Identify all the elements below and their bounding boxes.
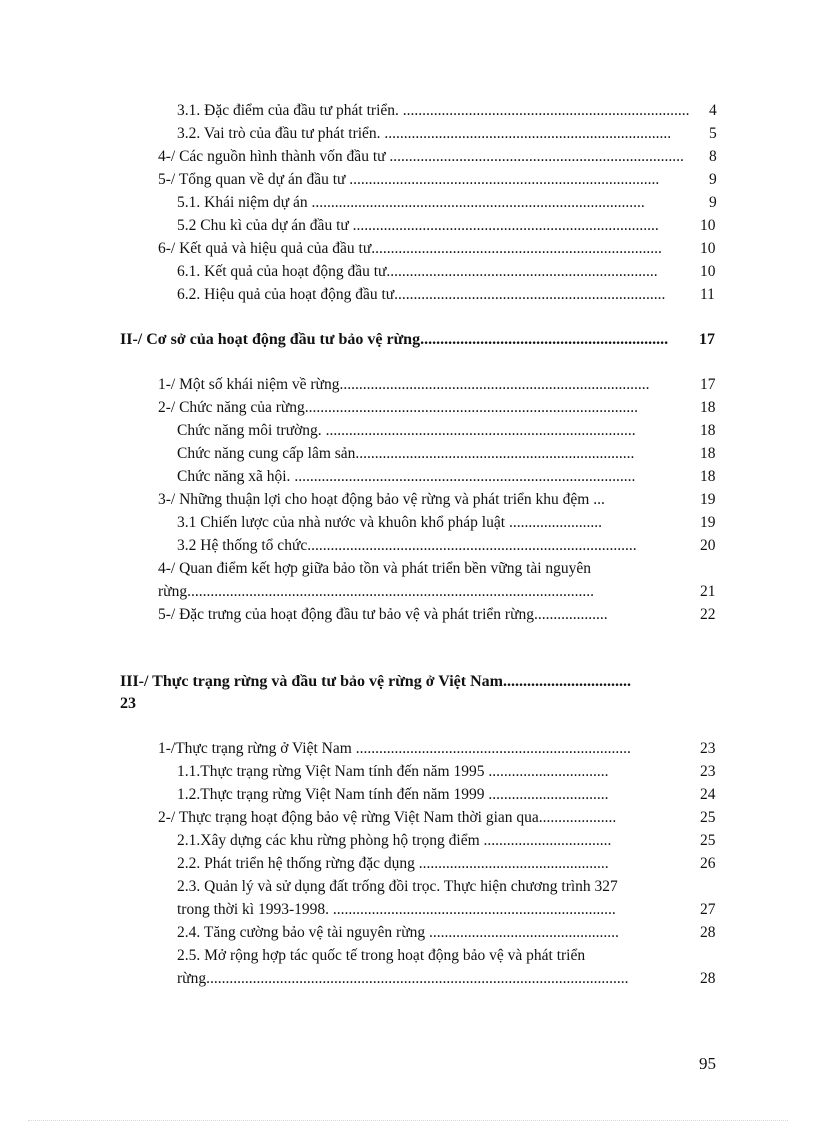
toc-entry-text: 2-/ Chức năng của rừng (158, 399, 305, 416)
toc-entry-page: 18 (700, 445, 716, 462)
toc-leader-dots: ........................................................................................ (294, 468, 636, 485)
toc-leader-dots: ...................................................................................... (311, 194, 645, 211)
toc-entry-page: 10 (700, 217, 716, 234)
toc-entry-page: 26 (700, 855, 716, 872)
toc-entry-3-1 (177, 101, 717, 121)
toc-entry-page: 23 (700, 740, 716, 757)
toc-leader-dots: ...................................................................... (394, 286, 666, 303)
toc-entry-text: 2.3. Quản lý và sử dụng đất trống đồi trọc. Thực hiện chương trình 327 (177, 878, 618, 895)
toc-entry-II-2a (177, 421, 700, 441)
toc-entry-III-2 (158, 808, 700, 828)
toc-leader-dots: ................................................................................ (325, 422, 636, 439)
toc-entry-page: 4 (709, 102, 717, 119)
toc-leader-dots: ................................. (483, 832, 612, 849)
toc-entry-text: 1-/ Một số khái niệm về rừng (158, 376, 340, 393)
toc-entry-page: 18 (700, 468, 716, 485)
toc-entry-II-3 (158, 490, 700, 510)
toc-entry-page: 20 (700, 537, 716, 554)
toc-entry-page: 19 (700, 491, 716, 508)
toc-leader-dots: ................... (534, 606, 608, 623)
toc-entry-II-5 (158, 605, 700, 625)
toc-entry-III-2-3-line2 (177, 900, 700, 920)
toc-leader-dots: .............................................................. (420, 331, 669, 348)
toc-entry-3-2 (177, 124, 709, 144)
toc-entry-page: 23 (700, 763, 716, 780)
toc-entry-text: 6.1. Kết quả của hoạt động đầu tư (177, 263, 387, 280)
toc-leader-dots: ........................................................................... (371, 240, 662, 257)
toc-entry-II-4-line2 (158, 582, 700, 602)
toc-entry-II-3-1 (177, 513, 700, 533)
toc-entry-text: 1.1.Thực trạng rừng Việt Nam tính đến năm 1995 (177, 763, 489, 780)
toc-entry-text: 3.2. Vai trò của đầu tư phát triển. (177, 125, 385, 142)
toc-entry-text: II-/ Cơ sở của hoạt động đầu tư bảo vệ rừng (120, 331, 421, 348)
toc-leader-dots: ............................................................................... (352, 217, 659, 234)
toc-entry-page: 8 (709, 148, 717, 165)
toc-entry-text: 4-/ Quan điểm kết hợp giữa bảo tồn và phát triển bền vững tài nguyên (158, 560, 592, 577)
toc-entry-page: 28 (700, 924, 716, 941)
toc-entry-II-4-line1 (158, 559, 718, 579)
toc-leader-dots: ................................ (502, 673, 631, 690)
toc-entry-page: 10 (700, 263, 716, 280)
toc-entry-text: 3.1. Đặc điểm của đầu tư phát triển. (177, 102, 403, 119)
toc-entry-page: 24 (700, 786, 716, 803)
toc-entry-III-1-1 (177, 762, 700, 782)
toc-entry-III-1-2 (177, 785, 700, 805)
toc-entry-page: 9 (709, 194, 717, 211)
page-bottom-divider (28, 1120, 788, 1121)
toc-entry-text: 2.4. Tăng cường bảo vệ tài nguyên rừng (177, 924, 429, 941)
toc-entry-page: 21 (700, 583, 716, 600)
toc-section-III-line1 (120, 672, 705, 692)
toc-entry-III-2-5-line2 (177, 969, 700, 989)
toc-leader-dots: ... (593, 491, 605, 508)
toc-entry-page: 18 (700, 422, 716, 439)
toc-entry-text: 2.1.Xây dựng các khu rừng phòng hộ trọng điểm (177, 832, 484, 849)
toc-entry-text: rừng (158, 583, 188, 600)
toc-entry-text: 4-/ Các nguồn hình thành vốn đầu tư (158, 148, 390, 165)
toc-entry-II-3-2 (177, 536, 700, 556)
toc-entry-4 (158, 147, 709, 167)
toc-entry-text: 1-/Thực trạng rừng ở Việt Nam (158, 740, 356, 757)
toc-section-II (120, 330, 699, 350)
toc-entry-page: 17 (699, 331, 715, 348)
toc-entry-page: 5 (709, 125, 717, 142)
toc-leader-dots: .......................................................................... (384, 125, 672, 142)
toc-leader-dots: ............................... (488, 786, 609, 803)
toc-entry-page: 19 (700, 514, 716, 531)
toc-entry-text: III-/ Thực trạng rừng và đầu tư bảo vệ rừng ở Việt Nam (120, 673, 503, 690)
toc-leader-dots: ............................................................................ (389, 148, 684, 165)
toc-leader-dots: ....................................................................... (355, 740, 631, 757)
toc-leader-dots: ..................................................................................... (307, 537, 637, 554)
toc-entry-text: 5.2 Chu kì của dự án đầu tư (177, 217, 353, 234)
toc-entry-page: 22 (700, 606, 716, 623)
toc-entry-II-2 (158, 398, 700, 418)
toc-leader-dots: ........................................................................ (355, 445, 635, 462)
toc-leader-dots: ...................................................................... (386, 263, 658, 280)
toc-entry-II-2c (177, 467, 700, 487)
toc-entry-text: 3.2 Hệ thống tổ chức (177, 537, 308, 554)
toc-entry-text: 1.2.Thực trạng rừng Việt Nam tính đến năm 1999 (177, 786, 489, 803)
toc-leader-dots: ................................................. (429, 924, 619, 941)
toc-entry-page: 18 (700, 399, 716, 416)
toc-leader-dots: ................................................. (418, 855, 609, 872)
toc-entry-page: 27 (700, 901, 716, 918)
toc-leader-dots: .......................................................................... (402, 102, 690, 119)
toc-entry-page: 17 (700, 376, 716, 393)
toc-entry-5-1 (177, 193, 709, 213)
toc-entry-page: 11 (700, 286, 715, 303)
toc-entry-III-1 (158, 739, 700, 759)
toc-entry-page: 25 (700, 832, 716, 849)
toc-entry-text: 2-/ Thực trạng hoạt động bảo vệ rừng Việt Nam thời gian qua (158, 809, 539, 826)
page-number: 95 (699, 1054, 716, 1073)
toc-section-III-line2: 23 (120, 695, 136, 712)
toc-entry-II-2b (177, 444, 700, 464)
toc-entry-page: 28 (700, 970, 716, 987)
toc-entry-text: 5-/ Tổng quan về dự án đầu tư (158, 171, 350, 188)
toc-entry-text: trong thời kì 1993-1998. (177, 901, 333, 918)
toc-entry-III-2-2 (177, 854, 700, 874)
toc-leader-dots: .................... (538, 809, 617, 826)
toc-entry-6-1 (177, 262, 700, 282)
toc-entry-text: Chức năng cung cấp lâm sản (177, 445, 356, 462)
toc-entry-text: Chức năng xã hội. (177, 468, 295, 485)
toc-leader-dots: ........................ (508, 514, 602, 531)
toc-entry-page: 9 (709, 171, 717, 188)
toc-entry-text: 5.1. Khái niệm dự án (177, 194, 312, 211)
toc-entry-III-2-5-line1 (177, 946, 707, 966)
toc-entry-text: 2.2. Phát triển hệ thống rừng đặc dụng (177, 855, 419, 872)
toc-leader-dots: ................................................................................ (339, 376, 650, 393)
toc-entry-III-2-4 (177, 923, 700, 943)
toc-leader-dots: ...................................................................................... (304, 399, 639, 416)
toc-leader-dots: ............................... (488, 763, 609, 780)
toc-entry-page: 25 (700, 809, 716, 826)
toc-entry-text: 5-/ Đặc trưng của hoạt động đầu tư bảo vệ và phát triển rừng (158, 606, 534, 623)
toc-leader-dots: ......................................................................... (332, 901, 616, 918)
toc-entry-6 (158, 239, 700, 259)
toc-entry-text: 6.2. Hiệu quả của hoạt động đầu tư (177, 286, 395, 303)
toc-entry-III-2-1 (177, 831, 700, 851)
toc-entry-5 (158, 170, 709, 190)
toc-entry-text: Chức năng môi trường. (177, 422, 326, 439)
toc-entry-text: rừng (177, 970, 207, 987)
toc-leader-dots: ............................................................................................................. (206, 970, 629, 987)
toc-entry-text: 3.1 Chiến lược của nhà nước và khuôn khổ pháp luật (177, 514, 509, 531)
toc-entry-text: 6-/ Kết quả và hiệu quả của đầu tư (158, 240, 372, 257)
toc-entry-text: 2.5. Mở rộng hợp tác quốc tế trong hoạt động bảo vệ và phát triển (177, 947, 586, 964)
toc-entry-II-1 (158, 375, 700, 395)
toc-leader-dots: ................................................................................ (349, 171, 660, 188)
toc-entry-text: 3-/ Những thuận lợi cho hoạt động bảo vệ rừng và phát triển khu đệm (158, 491, 594, 508)
toc-leader-dots: ......................................................................................................... (187, 583, 594, 600)
toc-entry-III-2-3-line1 (177, 877, 717, 897)
toc-entry-page: 10 (700, 240, 716, 257)
toc-entry-6-2 (177, 285, 700, 305)
toc-entry-5-2 (177, 216, 700, 236)
